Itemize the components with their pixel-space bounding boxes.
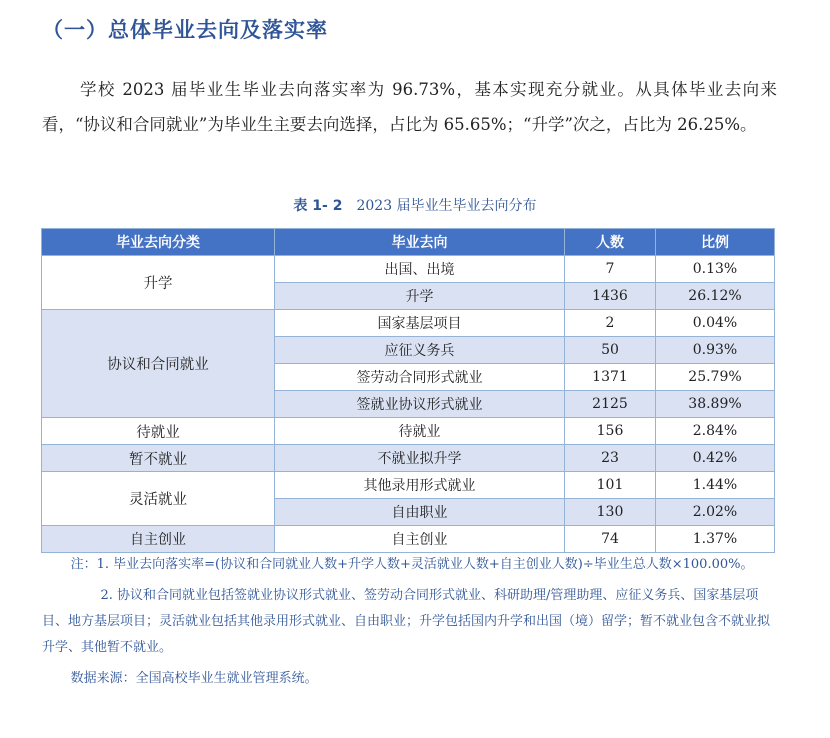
count-cell: 50 [565,337,656,364]
count-cell: 1436 [565,283,656,310]
count-cell: 2 [565,310,656,337]
destination-cell: 出国、出境 [275,256,565,283]
destination-table [41,228,775,553]
table-row [42,526,775,553]
header-destination: 毕业去向 [275,229,565,256]
header-count: 人数 [565,229,656,256]
ratio-cell: 25.79% [656,364,775,391]
category-cell: 待就业 [42,418,275,445]
header-ratio: 比例 [656,229,775,256]
destination-cell: 签劳动合同形式就业 [275,364,565,391]
summary-paragraph: 学校 2023 届毕业生毕业去向落实率为 96.73%，基本实现充分就业。从具体毕业去向来看，“协议和合同就业”为毕业生主要去向选择，占比为 65.65%；“升学”次之，占比为 26.25%。 [42,80,777,134]
destination-cell: 待就业 [275,418,565,445]
count-cell: 2125 [565,391,656,418]
ratio-cell: 0.93% [656,337,775,364]
table-notes [42,552,777,692]
data-source: 数据来源：全国高校毕业生就业管理系统。 [70,671,318,686]
destination-cell: 升学 [275,283,565,310]
destination-cell: 其他录用形式就业 [275,472,565,499]
count-cell: 74 [565,526,656,553]
note-1: 注：1. 毕业去向落实率=(协议和合同就业人数+升学人数+灵活就业人数+自主创业人数)÷毕业生总人数×100.00%。 [70,557,754,572]
table-header-row [42,229,775,256]
category-cell: 暂不就业 [42,445,275,472]
destination-cell: 不就业拟升学 [275,445,565,472]
count-cell: 23 [565,445,656,472]
destination-cell: 应征义务兵 [275,337,565,364]
ratio-cell: 2.84% [656,418,775,445]
table-row [42,472,775,499]
destination-cell: 国家基层项目 [275,310,565,337]
ratio-cell: 1.37% [656,526,775,553]
table-number: 表 1- 2 [293,198,343,214]
ratio-cell: 26.12% [656,283,775,310]
ratio-cell: 2.02% [656,499,775,526]
ratio-cell: 0.13% [656,256,775,283]
category-cell: 自主创业 [42,526,275,553]
header-category: 毕业去向分类 [42,229,275,256]
category-cell: 灵活就业 [42,472,275,526]
table-row [42,310,775,337]
destination-cell: 签就业协议形式就业 [275,391,565,418]
ratio-cell: 0.42% [656,445,775,472]
table-row [42,256,775,283]
table-title: 2023 届毕业生毕业去向分布 [356,198,537,214]
destination-cell: 自主创业 [275,526,565,553]
table-caption [0,195,830,215]
table-row [42,445,775,472]
category-cell: 协议和合同就业 [42,310,275,418]
count-cell: 156 [565,418,656,445]
section-heading: （一）总体毕业去向及落实率 [42,18,328,42]
count-cell: 7 [565,256,656,283]
count-cell: 1371 [565,364,656,391]
ratio-cell: 38.89% [656,391,775,418]
destination-cell: 自由职业 [275,499,565,526]
table-row [42,418,775,445]
count-cell: 130 [565,499,656,526]
count-cell: 101 [565,472,656,499]
ratio-cell: 0.04% [656,310,775,337]
note-2: 2. 协议和合同就业包括签就业协议形式就业、签劳动合同形式就业、科研助理/管理助理、应征义务兵、国家基层项目、地方基层项目；灵活就业包括其他录用形式就业、自由职业；升学包括国内升学和出国（境）留学；暂不就业包含不就业拟升学、其他暂不就业。 [42,588,771,655]
ratio-cell: 1.44% [656,472,775,499]
category-cell: 升学 [42,256,275,310]
